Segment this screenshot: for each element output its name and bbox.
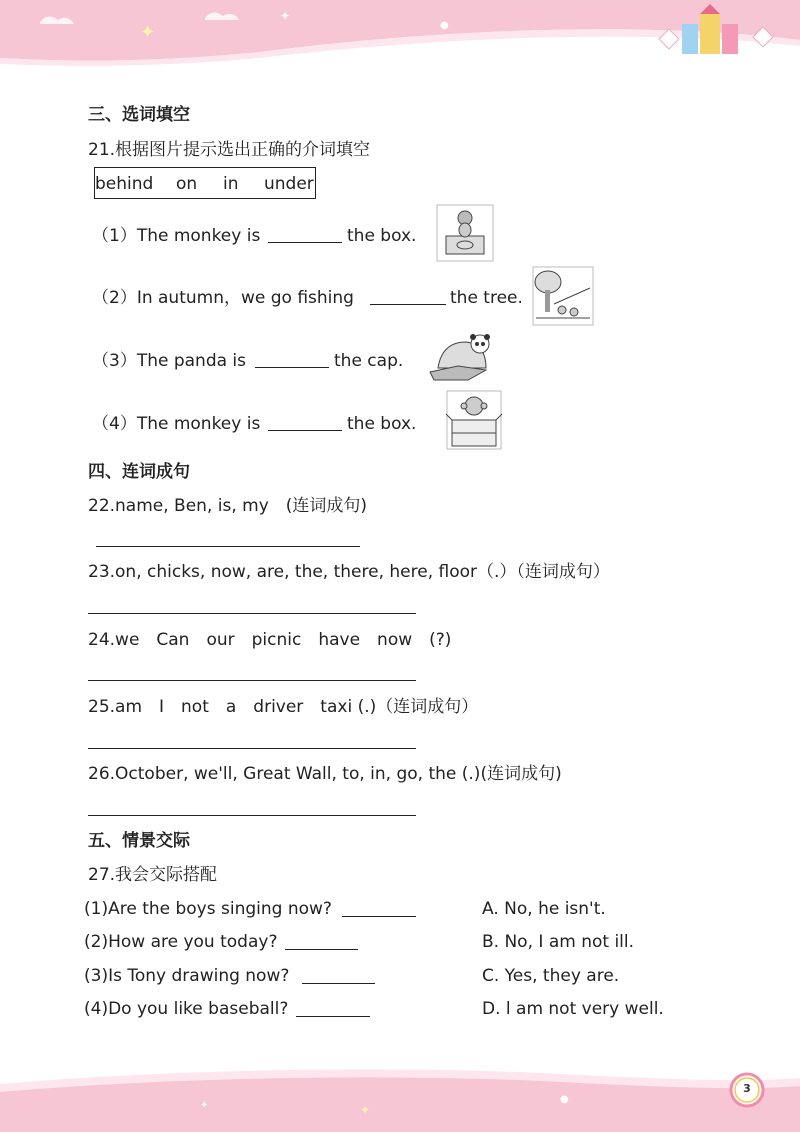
q21-item-1-text: （1）The monkey is [92,226,261,246]
q27-blank-2[interactable] [285,949,358,950]
q22-answer-line[interactable] [96,546,360,547]
q26-answer-line[interactable] [88,815,416,816]
word-bank [94,167,316,199]
q21-item-3-blank[interactable] [255,367,329,368]
q21-item-2-blank[interactable] [370,304,446,305]
svg-text:●: ● [560,1094,569,1105]
header-banner [0,0,800,70]
monkey-in-box-icon [446,390,502,450]
svg-text:✦: ✦ [140,22,156,43]
svg-text:✦: ✦ [200,1100,209,1111]
q25-answer-line[interactable] [88,748,416,749]
word-option: in [223,174,239,194]
section4-heading: 四、连词成句 [88,462,190,482]
word-option: under [264,174,314,194]
q21-prompt: 21.根据图片提示选出正确的介词填空 [88,140,371,160]
q23-answer-line[interactable] [88,613,416,614]
q27-question-2: (2)How are you today? [84,932,278,952]
q27-answer-b: B. No, I am not ill. [482,932,635,952]
monkey-on-box-icon [436,204,494,262]
q21-item-3-tail: the cap. [334,351,404,371]
section3-heading: 三、选词填空 [88,105,190,125]
q21-item-3-text: （3）The panda is [92,351,247,371]
panda-cap-icon [428,330,492,384]
q25-text: 25.am I not a driver taxi (.)（连词成句） [88,697,479,717]
q21-item-4-text: （4）The monkey is [92,414,261,434]
q21-item-1-tail: the box. [347,226,417,246]
q27-blank-4[interactable] [296,1016,370,1017]
q21-item-2-tail: the tree. [450,288,523,308]
q24-answer-line[interactable] [88,680,416,681]
section5-heading: 五、情景交际 [88,831,190,851]
q27-prompt: 27.我会交际搭配 [88,865,218,885]
q21-item-4-tail: the box. [347,414,417,434]
page-number: 3 [743,1082,751,1095]
q27-answer-d: D. l am not very well. [482,999,664,1019]
q27-question-1: (1)Are the boys singing now? [84,899,332,919]
page-number-badge [729,1072,765,1108]
q27-answer-c: C. Yes, they are. [482,966,620,986]
q21-item-4-blank[interactable] [268,430,342,431]
fishing-tree-icon [532,266,594,326]
footer-banner [0,1062,800,1132]
q27-question-3: (3)Is Tony drawing now? [84,966,290,986]
svg-text:●: ● [440,20,449,31]
svg-text:✦: ✦ [360,1103,371,1117]
q26-text: 26.October, we'll, Great Wall, to, in, go, the (.)(连词成句) [88,764,562,784]
word-option: on [176,174,198,194]
svg-text:✦: ✦ [280,9,291,23]
word-option: behind [95,174,154,194]
q27-blank-1[interactable] [342,916,416,917]
q23-text: 23.on, chicks, now, are, the, there, here, floor（.）（连词成句） [88,562,610,582]
q22-text: 22.name, Ben, is, my (连词成句) [88,496,368,516]
q24-text: 24.we Can our picnic have now (?) [88,630,452,650]
q21-item-1-blank[interactable] [268,242,342,243]
q27-question-4: (4)Do you like baseball? [84,999,289,1019]
q27-answer-a: A. No, he isn't. [482,899,606,919]
q27-blank-3[interactable] [302,983,375,984]
q21-item-2-text: （2）In autumn，we go fishing [92,288,354,308]
